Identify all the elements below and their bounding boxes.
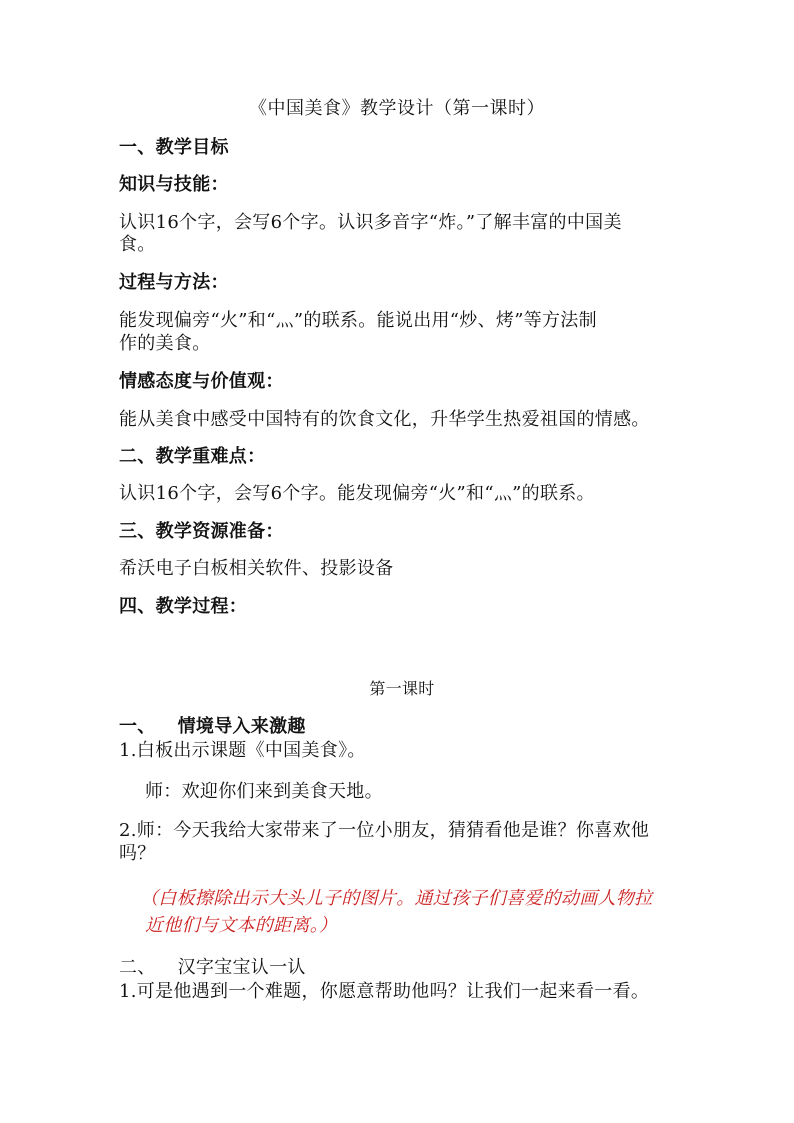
- part1-note-line2: 近他们与文本的距离。）: [145, 915, 338, 936]
- part2-heading: [119, 957, 306, 979]
- knowledge-skills-text-1: 认识16个字，会写6个字。认识多音字“炸。”了解丰富的中国美: [119, 212, 622, 233]
- part2-number: 二、: [119, 957, 156, 978]
- knowledge-skills-text-2: 食。: [119, 234, 156, 255]
- process-methods-label: 过程与方法：: [119, 272, 229, 293]
- lesson-subtitle: 第一课时: [369, 679, 435, 698]
- key-points-heading: 二、教学重难点：: [119, 446, 266, 467]
- part2-title: 汉字宝宝认一认: [177, 957, 306, 978]
- part1-heading: [119, 716, 306, 738]
- part1-title: 情境导入来激趣: [177, 716, 306, 737]
- document-title: 《中国美食》教学设计（第一课时）: [249, 98, 545, 119]
- part2-step1: 1.可是他遇到一个难题，你愿意帮助他吗？让我们一起来看一看。: [119, 981, 650, 1002]
- resources-heading: 三、教学资源准备：: [119, 521, 284, 542]
- key-points-text: 认识16个字，会写6个字。能发现偏旁“火”和“灬”的联系。: [119, 483, 595, 504]
- emotion-values-label: 情感态度与价值观：: [119, 371, 284, 392]
- process-methods-text-1: 能发现偏旁“火”和“灬”的联系。能说出用“炒、烤”等方法制: [119, 310, 597, 331]
- part1-teacher-line: 师：欢迎你们来到美食天地。: [145, 781, 383, 802]
- process-methods-text-2: 作的美食。: [119, 333, 211, 354]
- process-heading: 四、教学过程：: [119, 596, 248, 617]
- resources-text: 希沃电子白板相关软件、投影设备: [119, 558, 394, 579]
- part1-number: 一、: [119, 716, 156, 737]
- part1-step1: 1.白板出示课题《中国美食》。: [119, 740, 366, 761]
- part1-step2-line1: 2.师：今天我给大家带来了一位小朋友，猜猜看他是谁？你喜欢他: [119, 820, 650, 841]
- objectives-heading: 一、教学目标: [119, 137, 229, 158]
- emotion-values-text: 能从美食中感受中国特有的饮食文化，升华学生热爱祖国的情感。: [119, 409, 650, 430]
- part1-note-line1: （白板擦除出示大头儿子的图片。通过孩子们喜爱的动画人物拉: [140, 888, 653, 909]
- knowledge-skills-label: 知识与技能：: [119, 174, 229, 195]
- part1-step2-line2: 吗？: [119, 843, 156, 864]
